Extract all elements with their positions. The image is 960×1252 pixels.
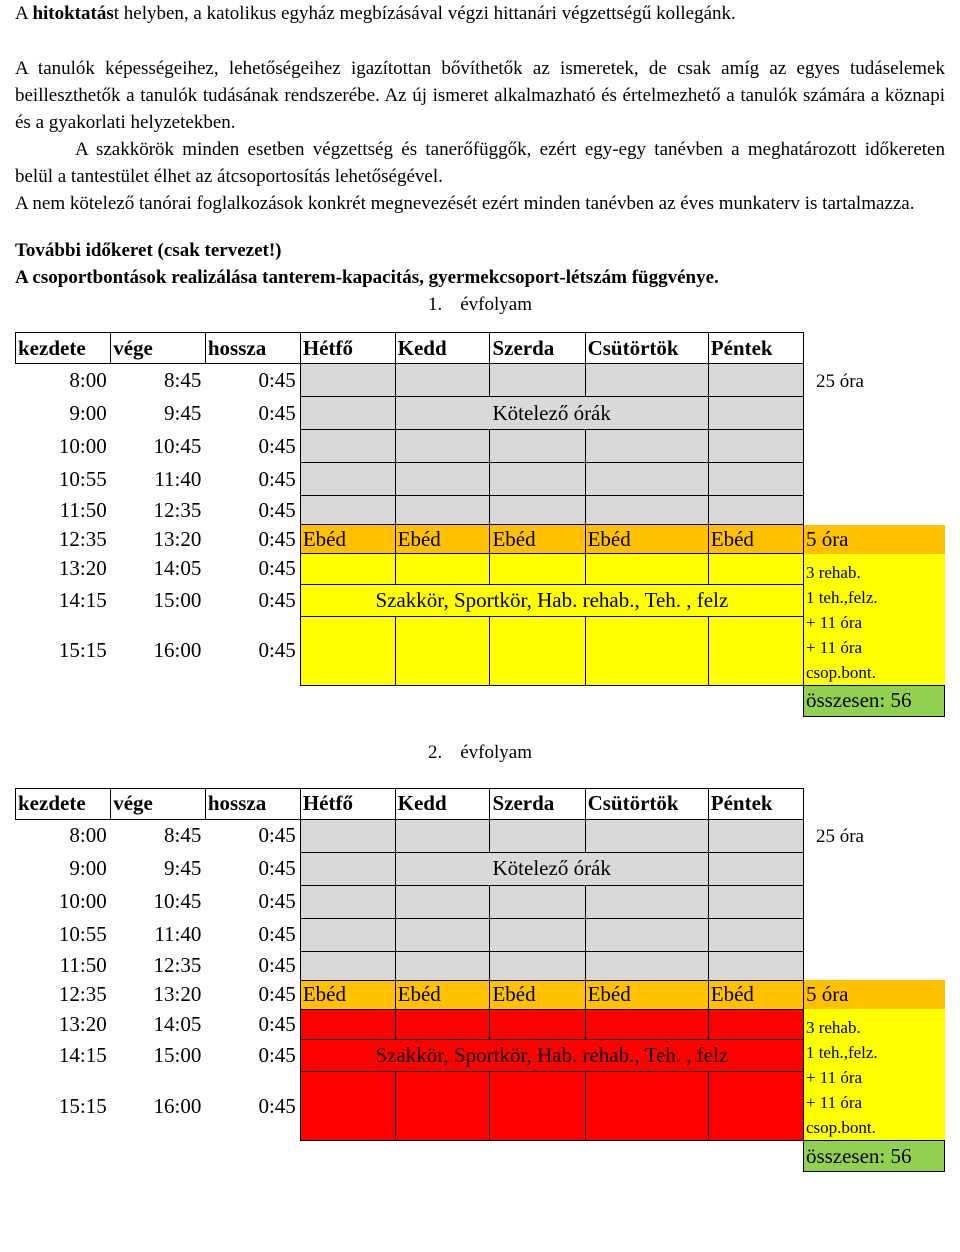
activities-label: Szakkör, Sportkör, Hab. rehab., Teh. , felz: [300, 584, 803, 616]
mandatory-cell: [395, 364, 490, 397]
grade-label: évfolyam: [460, 741, 532, 763]
empty-cell: [395, 1141, 490, 1172]
mandatory-cell: [708, 364, 803, 397]
time-cell: 13:20: [58, 556, 107, 581]
mandatory-cell: [708, 397, 803, 430]
mandatory-cell: [300, 364, 395, 397]
time-cell: 13:20: [153, 982, 202, 1006]
grade-number: 1.: [427, 294, 443, 315]
time-cell: 10:45: [153, 889, 202, 913]
activity-cell: [395, 1072, 490, 1141]
time-cell: 0:45: [258, 889, 296, 913]
time-cell: 0:45: [258, 1093, 296, 1118]
empty-cell: [490, 685, 585, 716]
time-cell: 0:45: [258, 638, 296, 663]
column-header: Szerda: [490, 788, 585, 819]
timetable-row: [16, 525, 945, 554]
time-cell: 15:15: [58, 638, 107, 663]
mandatory-cell: [585, 463, 708, 496]
mandatory-cell: [300, 918, 395, 951]
time-cell: 14:05: [153, 1011, 202, 1036]
lunch-cell: Ebéd: [395, 980, 490, 1009]
time-cell: 0:45: [258, 587, 296, 612]
mandatory-cell: [708, 951, 803, 980]
activity-cell: [708, 1072, 803, 1141]
time-cell: 8:00: [69, 823, 107, 848]
mandatory-cell: [300, 463, 395, 496]
column-header: vége: [111, 333, 206, 364]
mandatory-cell: [490, 496, 585, 525]
empty-cell: [300, 1141, 395, 1172]
time-cell: 0:45: [258, 1011, 296, 1036]
time-cell: 9:00: [69, 856, 107, 880]
mandatory-cell: [708, 852, 803, 885]
activity-cell: [300, 1009, 395, 1040]
heading-group-split: A csoportbontások realizálása tanterem-kapacitás, gyermekcsoport-létszám függvénye.: [15, 267, 719, 288]
mandatory-cell: [395, 430, 490, 463]
mandatory-hours: 25 óra: [815, 826, 864, 847]
time-cell: 16:00: [153, 1093, 202, 1118]
mandatory-label: Kötelező órák: [395, 852, 708, 885]
mandatory-cell: [395, 819, 490, 852]
time-cell: 0:45: [258, 466, 296, 491]
side-notes: [803, 554, 944, 686]
empty-cell: [16, 685, 111, 716]
activity-cell: [300, 554, 395, 585]
mandatory-cell: [300, 430, 395, 463]
time-cell: 15:00: [153, 1043, 202, 1068]
time-cell: 11:50: [59, 953, 107, 977]
intro-paragraph-4: A nem kötelező tanórai foglalkozások konkrét megnevezését ezért minden tanévben az éves munkaterv is tartalmazza.: [15, 193, 915, 214]
mandatory-cell: [585, 364, 708, 397]
timetable: [15, 332, 945, 717]
empty-cell: [490, 1141, 585, 1172]
empty-cell: [300, 685, 395, 716]
mandatory-cell: [395, 463, 490, 496]
time-cell: 0:45: [258, 556, 296, 581]
mandatory-cell: [585, 951, 708, 980]
mandatory-cell: [708, 918, 803, 951]
lunch-cell: Ebéd: [585, 525, 708, 554]
mandatory-cell: [300, 496, 395, 525]
lunch-cell: Ebéd: [395, 525, 490, 554]
activity-cell: [490, 554, 585, 585]
lunch-cell: Ebéd: [490, 525, 585, 554]
time-cell: 0:45: [258, 1043, 296, 1068]
time-cell: 10:00: [58, 889, 107, 913]
grade-title: [15, 291, 945, 318]
mandatory-cell: [395, 951, 490, 980]
intro-bold-term: hitoktatás: [32, 3, 114, 24]
empty-cell: [585, 685, 708, 716]
lunch-cell: Ebéd: [300, 525, 395, 554]
time-cell: 10:55: [58, 466, 107, 491]
side-note: csop.bont.: [805, 662, 876, 682]
activity-cell: [490, 1072, 585, 1141]
side-note: 3 rehab.: [805, 1018, 861, 1037]
lunch-cell: Ebéd: [300, 980, 395, 1009]
activity-cell: [300, 1072, 395, 1141]
timetable-header-row: [16, 333, 945, 364]
activity-cell: [300, 616, 395, 685]
time-cell: 14:15: [58, 1043, 107, 1068]
activity-cell: [490, 616, 585, 685]
intro-text: A: [15, 3, 33, 24]
activity-cell: [395, 554, 490, 585]
mandatory-cell: [490, 885, 585, 918]
empty-cell: [585, 1141, 708, 1172]
activity-cell: [585, 1072, 708, 1141]
column-header: Csütörtök: [585, 333, 708, 364]
lunch-cell: Ebéd: [490, 980, 585, 1009]
empty-cell: [16, 1141, 111, 1172]
column-header: Kedd: [395, 333, 490, 364]
time-cell: 9:45: [164, 856, 202, 880]
timetable-row: [16, 819, 945, 852]
lunch-cell: Ebéd: [708, 525, 803, 554]
time-cell: 12:35: [58, 982, 107, 1006]
time-cell: 12:35: [153, 497, 202, 522]
time-cell: 11:40: [154, 466, 202, 491]
intro-text: t helyben, a katolikus egyház megbízásával végzi hittanári végzettségű kollegánk.: [113, 3, 736, 24]
empty-cell: [205, 685, 300, 716]
timetable: [15, 788, 945, 1173]
mandatory-cell: [490, 463, 585, 496]
time-cell: 15:00: [153, 587, 202, 612]
mandatory-cell: [708, 819, 803, 852]
time-cell: 0:45: [258, 367, 296, 392]
mandatory-cell: [708, 463, 803, 496]
empty-cell: [803, 333, 944, 364]
mandatory-cell: [300, 852, 395, 885]
time-cell: 11:50: [59, 497, 107, 522]
time-cell: 0:45: [258, 400, 296, 425]
time-cell: 15:15: [58, 1093, 107, 1118]
activity-cell: [395, 1009, 490, 1040]
activity-cell: [585, 616, 708, 685]
activity-cell: [585, 1009, 708, 1040]
column-header: vége: [111, 788, 206, 819]
mandatory-label: Kötelező órák: [395, 397, 708, 430]
column-header: kezdete: [16, 333, 111, 364]
side-note: 1 teh.,felz.: [805, 1043, 878, 1062]
column-header: Péntek: [708, 333, 803, 364]
intro-paragraph-1: [15, 0, 945, 27]
document-page: [15, 0, 945, 1172]
time-cell: 9:45: [164, 400, 202, 425]
lunch-hours: 5 óra: [803, 980, 944, 1009]
column-header: kezdete: [16, 788, 111, 819]
time-cell: 0:45: [258, 526, 296, 551]
column-header: Hétfő: [300, 788, 395, 819]
mandatory-cell: [585, 885, 708, 918]
mandatory-hours: 25 óra: [815, 370, 864, 392]
column-header: Kedd: [395, 788, 490, 819]
side-note: + 11 óra: [805, 1068, 863, 1087]
lunch-hours: 5 óra: [803, 525, 944, 554]
mandatory-cell: [395, 496, 490, 525]
activity-cell: [395, 616, 490, 685]
side-note: + 11 óra: [805, 637, 863, 657]
side-notes: [803, 1009, 944, 1141]
mandatory-cell: [585, 819, 708, 852]
grade-title: [15, 739, 945, 766]
timetable-row: [16, 1009, 945, 1040]
lunch-cell: Ebéd: [585, 980, 708, 1009]
time-cell: 0:45: [258, 953, 296, 977]
intro-paragraph-2: A tanulók képességeihez, lehetőségeihez igazítottan bővíthetők az ismeretek, de csak amíg az egyes tudáselemek beilleszthetők a tanulók tudásának rendszerébe. Az új ismeret alkalmazható és értelmezhető a tanulók számára a köznapi és a gyakorlati helyzetekben.: [15, 58, 945, 133]
time-cell: 8:45: [164, 823, 202, 848]
activity-cell: [708, 554, 803, 585]
side-note: csop.bont.: [805, 1118, 876, 1137]
time-cell: 9:00: [69, 400, 107, 425]
mandatory-cell: [490, 364, 585, 397]
side-note: 1 teh.,felz.: [805, 587, 878, 607]
total-hours: összesen: 56: [803, 1141, 944, 1172]
lunch-cell: Ebéd: [708, 980, 803, 1009]
side-note: + 11 óra: [805, 612, 863, 632]
mandatory-cell: [300, 819, 395, 852]
time-cell: 10:55: [58, 922, 107, 946]
time-cell: 0:45: [258, 856, 296, 880]
timetable-header-row: [16, 788, 945, 819]
time-cell: 8:45: [164, 367, 202, 392]
total-hours: összesen: 56: [803, 685, 944, 716]
activity-cell: [708, 1009, 803, 1040]
intro-paragraph-3: A szakkörök minden esetben végzettség és tanerőfüggők, ezért egy-egy tanévben a meghatározott időkereten belül a tantestület élhet az átcsoportosítás lehetőségével.: [15, 139, 945, 187]
activities-label: Szakkör, Sportkör, Hab. rehab., Teh. , felz: [300, 1040, 803, 1072]
timetables: [15, 291, 945, 1172]
time-cell: 11:40: [154, 922, 202, 946]
mandatory-cell: [300, 397, 395, 430]
timetable-row: [16, 554, 945, 585]
mandatory-cell: [395, 918, 490, 951]
mandatory-cell: [300, 885, 395, 918]
mandatory-cell: [585, 430, 708, 463]
time-cell: 8:00: [69, 367, 107, 392]
time-cell: 12:35: [58, 526, 107, 551]
mandatory-cell: [708, 885, 803, 918]
time-cell: 14:15: [58, 587, 107, 612]
column-header: hossza: [205, 333, 300, 364]
grade-label: évfolyam: [460, 294, 532, 315]
time-cell: 0:45: [258, 823, 296, 848]
time-cell: 0:45: [258, 982, 296, 1006]
empty-cell: [395, 685, 490, 716]
mandatory-cell: [585, 918, 708, 951]
time-cell: 10:45: [153, 433, 202, 458]
empty-cell: [111, 1141, 206, 1172]
time-cell: 13:20: [153, 526, 202, 551]
column-header: Csütörtök: [585, 788, 708, 819]
total-row: [16, 685, 945, 716]
mandatory-cell: [585, 496, 708, 525]
mandatory-cell: [490, 819, 585, 852]
heading-time-budget: További időkeret (csak tervezet!): [15, 240, 282, 261]
mandatory-cell: [395, 885, 490, 918]
activity-cell: [708, 616, 803, 685]
empty-cell: [803, 788, 944, 819]
time-cell: 0:45: [258, 922, 296, 946]
time-cell: 13:20: [58, 1011, 107, 1036]
empty-cell: [111, 685, 206, 716]
empty-cell: [708, 1141, 803, 1172]
empty-cell: [708, 685, 803, 716]
column-header: Péntek: [708, 788, 803, 819]
time-cell: 14:05: [153, 556, 202, 581]
time-cell: 16:00: [153, 638, 202, 663]
activity-cell: [490, 1009, 585, 1040]
mandatory-cell: [490, 430, 585, 463]
mandatory-cell: [708, 496, 803, 525]
time-cell: 10:00: [58, 433, 107, 458]
column-header: Szerda: [490, 333, 585, 364]
time-cell: 12:35: [153, 953, 202, 977]
column-header: hossza: [205, 788, 300, 819]
mandatory-cell: [300, 951, 395, 980]
side-note: + 11 óra: [805, 1093, 863, 1112]
mandatory-cell: [490, 918, 585, 951]
column-header: Hétfő: [300, 333, 395, 364]
time-cell: 0:45: [258, 433, 296, 458]
empty-cell: [205, 1141, 300, 1172]
timetable-row: [16, 980, 945, 1009]
time-cell: 0:45: [258, 497, 296, 522]
mandatory-cell: [490, 951, 585, 980]
timetable-row: [16, 364, 945, 397]
side-note: 3 rehab.: [805, 562, 861, 582]
mandatory-cell: [708, 430, 803, 463]
grade-number: 2.: [427, 741, 443, 763]
total-row: [16, 1141, 945, 1172]
activity-cell: [585, 554, 708, 585]
